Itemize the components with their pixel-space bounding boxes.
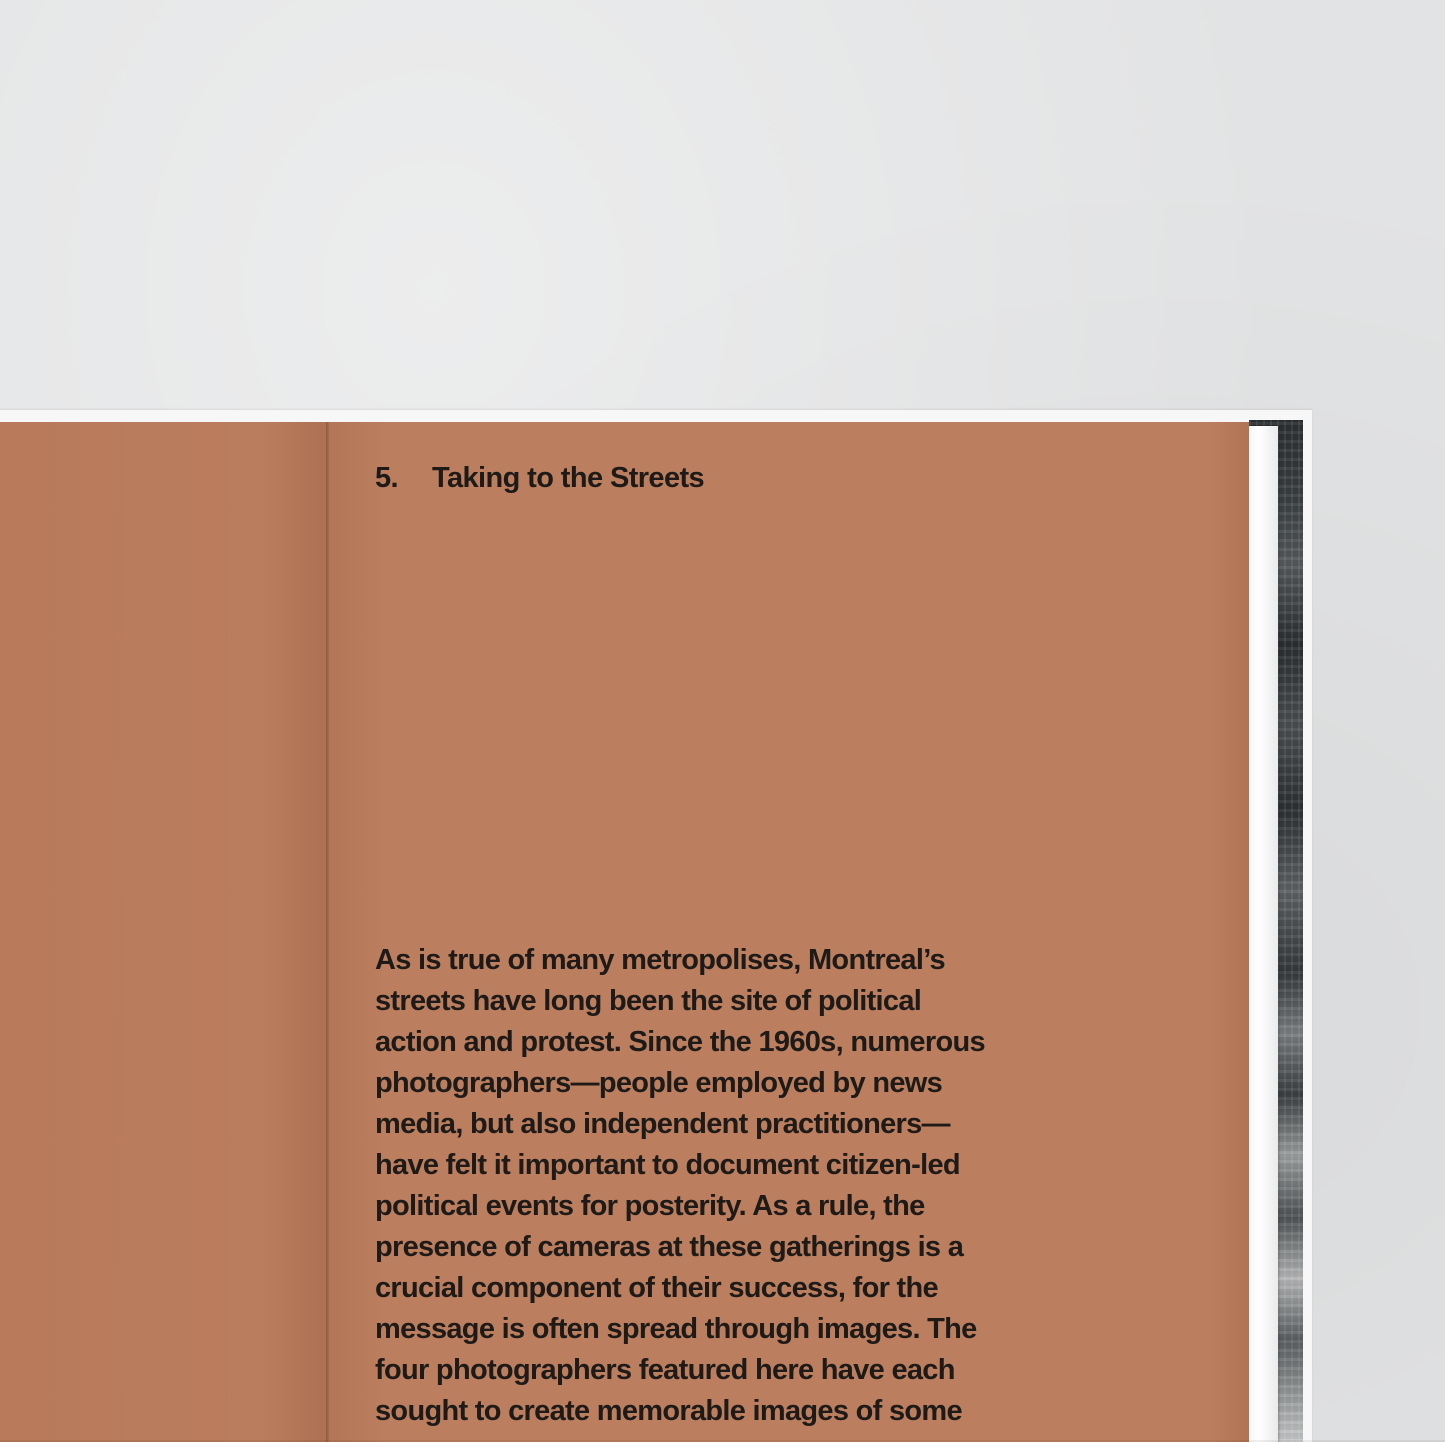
chapter-number: 5. (375, 462, 398, 494)
paragraph-line: crucial component of their success, for the (375, 1272, 938, 1304)
paragraph-line: presence of cameras at these gatherings is a (375, 1231, 964, 1263)
paragraph-line: four photographers featured here have each (375, 1354, 955, 1386)
paragraph-line: streets have long been the site of political (375, 985, 922, 1017)
left-page (0, 422, 328, 1442)
chapter-title: Taking to the Streets (432, 462, 705, 494)
paragraph-line: message is often spread through images. The (375, 1313, 977, 1345)
paragraph-line: photographers—people employed by news (375, 1067, 943, 1099)
paragraph-line: have felt it important to document citizen-led (375, 1149, 960, 1181)
paragraph-line: As is true of many metropolises, Montreal’s (375, 944, 945, 976)
paragraph-line: political events for posterity. As a rule, the (375, 1190, 925, 1222)
paragraph-line: media, but also independent practitioners— (375, 1108, 950, 1140)
paragraph-line: action and protest. Since the 1960s, numerous (375, 1026, 985, 1058)
body-paragraph (375, 940, 1075, 1432)
chapter-heading (375, 462, 704, 495)
page-stack-edge (1246, 426, 1278, 1442)
paragraph-line: sought to create memorable images of some (375, 1395, 962, 1427)
